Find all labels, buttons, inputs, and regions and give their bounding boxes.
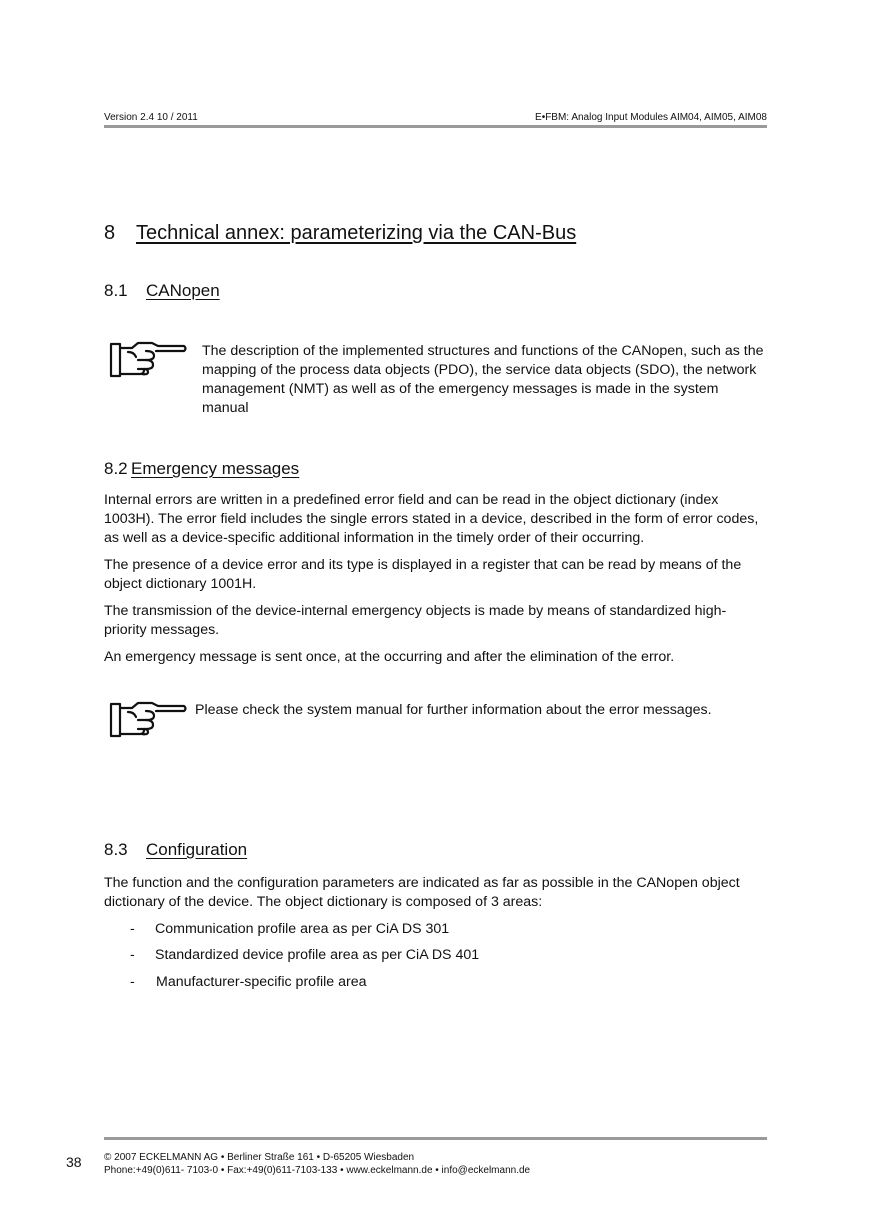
section-8-2-number: 8.2	[104, 459, 128, 478]
paragraph: An emergency message is sent once, at the occurring and after the elimination of the error.	[104, 649, 675, 665]
page-number: 38	[66, 1154, 82, 1170]
list-item: Communication profile area as per CiA DS 301	[155, 921, 450, 937]
section-8-3-title: Configuration	[146, 840, 248, 859]
paragraph: The presence of a device error and its type is displayed in a register that can be read by means of the object dictionary 1001H.	[104, 557, 742, 592]
section-8-1-title: CANopen	[146, 281, 220, 300]
note-canopen: The description of the implemented structures and functions of the CANopen, such as the mapping of the process data objects (PDO), the service data objects (SDO), the network management (NMT) as well as of the emergency messages is made in the system manual	[202, 343, 764, 416]
header-version: Version 2.4 10 / 2011	[104, 112, 198, 123]
footer-address: © 2007 ECKELMANN AG • Berliner Straße 161 • D-65205 Wiesbaden	[104, 1152, 415, 1163]
section-8-title: Technical annex: parameterizing via the CAN-Bus	[136, 222, 577, 244]
paragraph: Internal errors are written in a predefined error field and can be read in the object dictionary (index 1003H). The error field includes the single errors stated in a device, described in the form of error codes, as well as a device-specific additional information in the timely order of their occurring.	[104, 492, 759, 546]
section-8-3-number: 8.3	[104, 840, 128, 859]
pointing-hand-icon	[108, 340, 188, 380]
pointing-hand-icon	[108, 700, 188, 740]
bullet-marker: -	[130, 947, 135, 963]
section-8-2-title: Emergency messages	[131, 459, 300, 478]
section-8-1-number: 8.1	[104, 281, 128, 300]
section-8-number: 8	[104, 222, 116, 244]
footer-contact: Phone:+49(0)611- 7103-0 • Fax:+49(0)611-7103-133 • www.eckelmann.de • info@eckelmann.de	[104, 1165, 531, 1176]
paragraph: The transmission of the device-internal emergency objects is made by means of standardized high-priority messages.	[104, 603, 727, 638]
bullet-marker: -	[130, 974, 135, 990]
header-rule	[104, 125, 767, 128]
header-doc-title: E•FBM: Analog Input Modules AIM04, AIM05, AIM08	[535, 112, 767, 123]
paragraph: The function and the configuration parameters are indicated as far as possible in the CANopen object dictionary of the device. The object dictionary is composed of 3 areas:	[104, 875, 740, 910]
list-item: Standardized device profile area as per CiA DS 401	[155, 947, 480, 963]
bullet-marker: -	[130, 921, 135, 937]
footer-rule	[104, 1137, 767, 1140]
note-error-messages: Please check the system manual for further information about the error messages.	[195, 702, 712, 718]
list-item: Manufacturer-specific profile area	[156, 974, 367, 990]
